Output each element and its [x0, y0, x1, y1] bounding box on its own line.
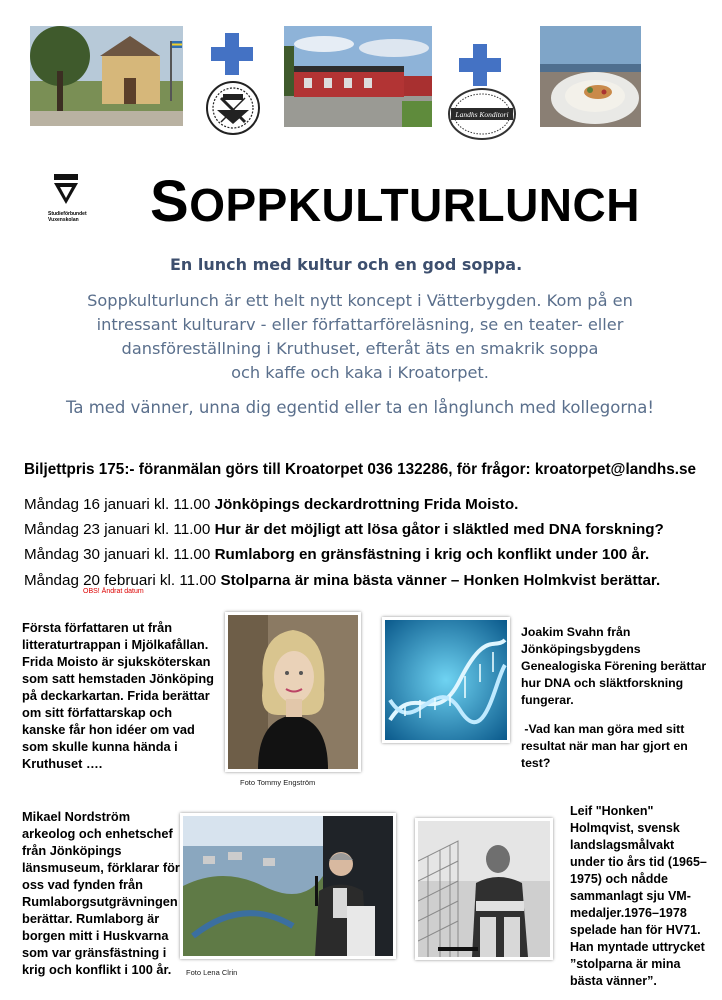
- dna-helix-photo: [382, 617, 510, 743]
- intro-line: Soppkulturlunch är ett helt nytt koncept i Vätterbygden. Kom på en: [87, 291, 633, 310]
- fortress-seal-logo: [205, 80, 261, 136]
- title-first-letter: S: [150, 169, 190, 234]
- plus-icon: [211, 33, 253, 75]
- honken-description: Leif "Honken" Holmqvist, svensk landslagsmålvakt under tio års tid (1965– 1975) och nådde sammanlagt sju VM- medaljer.1976–1978 spelade han för HV71. Han myntade uttrycket ”stolparna är mina bästa vänner”.: [570, 804, 707, 988]
- kroatorpet-restaurant-photo: [284, 26, 432, 127]
- title-rest: OPPKULTURLUNCH: [189, 179, 640, 231]
- joakim-description: Joakim Svahn från Jönköpingsbygdens Genealogiska Förening berättar hur DNA och släktforskning fungerar. -Vad kan man göra med sitt resultat när man har gjort en test?: [521, 625, 707, 770]
- frida-portrait-photo: [225, 612, 361, 772]
- bakery-badge-text: Landhs Konditori: [455, 110, 509, 119]
- study-association-text: Studieförbundet Vuxenskolan: [48, 211, 87, 223]
- event-title: Jönköpings deckardrottning Frida Moisto.: [214, 496, 519, 513]
- event-title: Stolparna är mina bästa vänner – Honken Holmkvist berättar.: [220, 572, 661, 589]
- honken-goalkeeper-photo: [415, 818, 553, 960]
- event-item: [24, 572, 660, 589]
- event-item: [24, 496, 518, 513]
- price-line: Biljettpris 175:- föranmälan görs till Kroatorpet 036 132286, för frågor: kroatorpet@landhs.se: [24, 461, 697, 478]
- frida-photo-caption: Foto Tommy Engström: [240, 778, 316, 787]
- subtitle: En lunch med kultur och en god soppa.: [170, 255, 523, 274]
- event-date: Måndag 30 januari kl. 11.00: [24, 546, 211, 563]
- event-item: [24, 546, 649, 563]
- mikael-photo-caption: Foto Lena Clrin: [186, 968, 238, 977]
- event-item: [24, 521, 664, 538]
- bakery-badge-logo: [447, 88, 517, 140]
- page-title: [150, 168, 640, 235]
- date-change-note: OBS! Ändrat datum: [83, 588, 144, 595]
- soup-plate-photo: [540, 26, 641, 127]
- fortress-building-photo: [30, 26, 183, 126]
- frida-description: Första författaren ut från litteraturtrappan i Mjölkafållan. Frida Moisto är sjuksköterskan som satt hemstaden Jönköping på deckarkartan. Frida berättar om sitt författarskap och kanske får hon idéer om vad som skulle kunna hända i Kruthuset ….: [22, 620, 214, 771]
- event-title: Hur är det möjligt att lösa gåtor i släktled med DNA forskning?: [214, 521, 664, 538]
- mikael-presentation-photo: [180, 813, 396, 959]
- intro-line: och kaffe och kaka i Kroatorpet.: [231, 363, 489, 382]
- invite-text: Ta med vänner, unna dig egentid eller ta en långlunch med kollegorna!: [65, 398, 655, 417]
- event-date: Måndag 20 februari kl. 11.00: [24, 572, 217, 589]
- mikael-description: Mikael Nordström arkeolog och enhetschef från Jönköpings länsmuseum, förklarar för oss vad fynden från Rumlaborgsutgrävningen berättar. Rumlaborg är borgen mitt i Huskvarna som var gränsfästning i krig och konflikt i 100 år.: [22, 809, 180, 977]
- plus-icon: [459, 44, 501, 86]
- study-association-icon: [48, 172, 84, 206]
- intro-line: dansföreställning i Kruthuset, efteråt äts en smakrik soppa: [121, 339, 599, 358]
- event-date: Måndag 16 januari kl. 11.00: [24, 496, 211, 513]
- intro-line: intressant kulturarv - eller författarföreläsning, se en teater- eller: [96, 315, 624, 334]
- event-title: Rumlaborg en gränsfästning i krig och konflikt under 100 år.: [214, 546, 650, 563]
- event-date: Måndag 23 januari kl. 11.00: [24, 521, 211, 538]
- intro-paragraph: [60, 289, 660, 385]
- study-association-logo: [48, 172, 87, 223]
